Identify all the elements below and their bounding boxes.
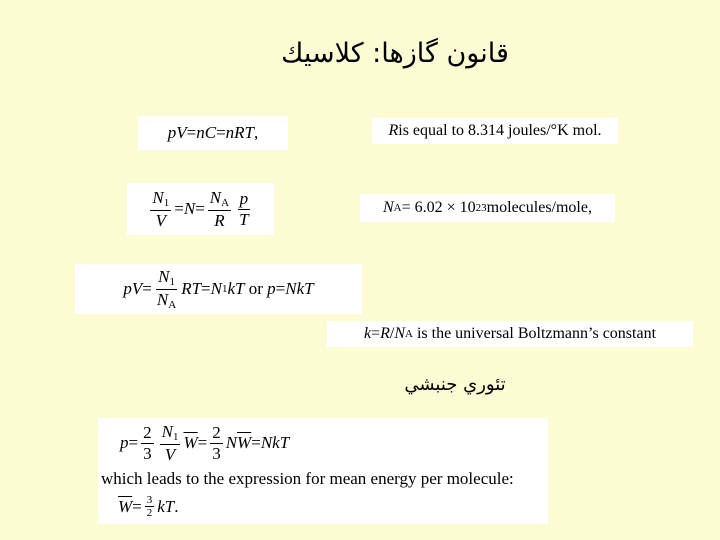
fraction: $\frac{N_A}{R}$ <box>209 187 230 230</box>
mean-energy-equation: $\overline{W}$ = $\frac{3}{2}$ kT . <box>118 493 179 520</box>
avogadro-constant: N A = 6.02 × 10 23 molecules/mole, <box>360 194 615 222</box>
kinetic-theory-box <box>98 418 548 524</box>
gas-constant-note: R is equal to 8.314 joules/°K mol. <box>372 118 618 144</box>
fraction: $\frac{N_1}{V}$ <box>161 422 179 464</box>
molar-density-equation: $\frac{N_1}{V}$ = N = $\frac{N_A}{R}$ $\frac{p}{T}$ <box>127 183 274 235</box>
fraction: $\frac{p}{T}$ <box>239 188 249 229</box>
fraction: $\frac{3}{2}$ <box>146 493 153 520</box>
mean-energy-sentence: which leads to the expression for mean energy per molecule: <box>101 468 514 488</box>
ideal-gas-equation: pV = nC = nRT , <box>138 116 288 150</box>
fraction: $\frac{N_1}{V}$ <box>152 187 170 230</box>
boltzmann-constant-note: k = R / N A is the universal Boltzmann’s constant <box>327 321 693 347</box>
fraction: $\frac{N_1}{N_A}$ <box>156 266 177 311</box>
slide-title: قانون گازها: كلاسيك <box>281 38 509 69</box>
fraction: $\frac{2}{3}$ <box>143 423 152 463</box>
pressure-equation: p = $\frac{2}{3}$ $\frac{N_1}{V}$ $\overline{W}$ = $\frac{2}{3}$ N $\overline{W}$ = NkT <box>120 422 290 464</box>
kinetic-theory-heading: تئوري جنبشي <box>404 374 506 395</box>
boltzmann-form-equation: pV = $\frac{N_1}{N_A}$ RT = N 1 kT or p = NkT <box>75 264 362 314</box>
fraction: $\frac{2}{3}$ <box>212 423 221 463</box>
